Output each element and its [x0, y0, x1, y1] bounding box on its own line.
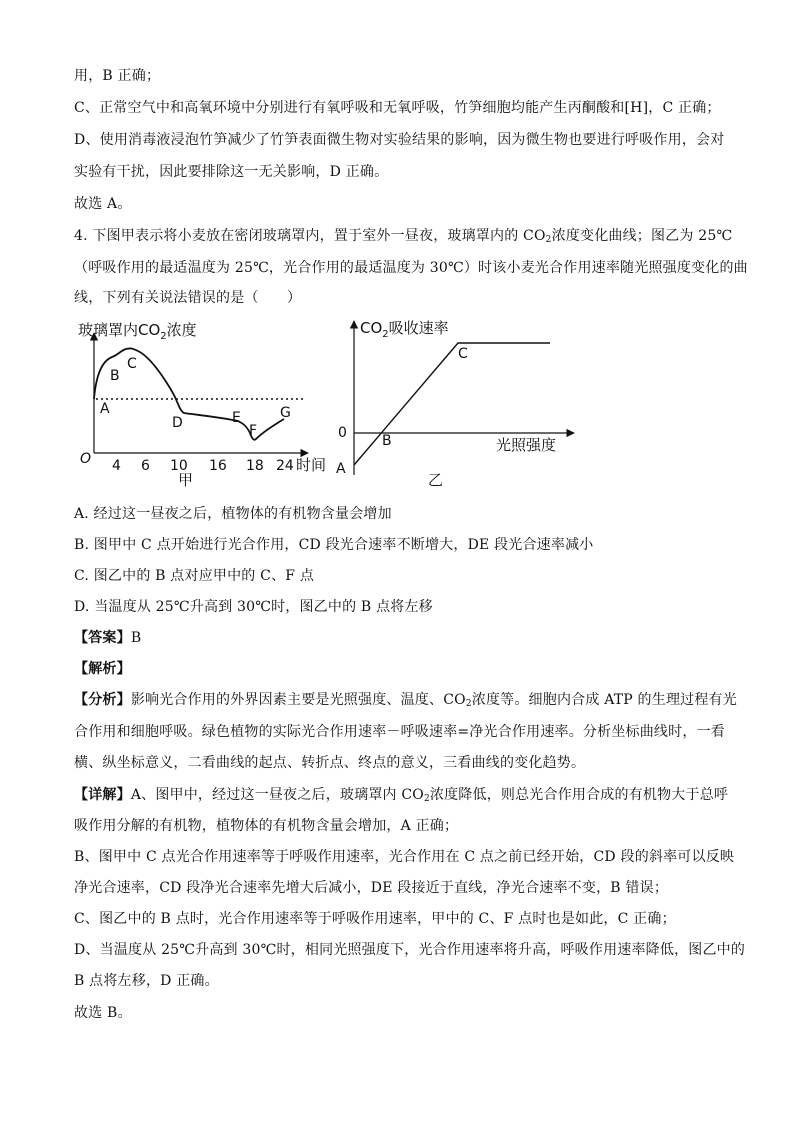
point-label-a: A — [336, 461, 346, 477]
detail-line: B 点将左移，D 正确。 — [74, 973, 219, 989]
text-line: C、正常空气中和高氧环境中分别进行有氧呼吸和无氧呼吸，竹笋细胞均能产生丙酮酸和[H]，C 正确； — [74, 100, 721, 116]
point-label-g: G — [280, 405, 291, 421]
answer-line: 【答案】B — [74, 630, 142, 646]
chart-yi — [336, 319, 574, 489]
x-tick: 4 — [112, 458, 121, 474]
point-label-e: E — [232, 410, 241, 426]
point-label-c: C — [127, 356, 137, 372]
point-label-c: C — [458, 346, 468, 362]
point-label-a: A — [100, 401, 110, 417]
detail-line: B、图甲中 C 点光合作用速率等于呼吸作用速率，光合作用在 C 点之前已经开始，CD 段的斜率可以反映 — [74, 849, 735, 865]
text-line: D、使用消毒液浸泡竹笋减少了竹笋表面微生物对实验结果的影响，因为微生物也要进行呼吸作用，会对 — [74, 132, 725, 148]
x-tick: 6 — [141, 458, 150, 474]
analysis-line: 【分析】影响光合作用的外界因素主要是光照强度、温度、$CO_2$浓度等。细胞内合成 ATP 的生理过程有光 — [74, 692, 737, 709]
analysis-heading: 【解析】 — [74, 661, 131, 677]
detail-line: C、图乙中的 B 点时，光合作用速率等于呼吸作用速率，甲中的 C、F 点时也是如此，C 正确； — [74, 911, 676, 927]
chart-jia — [78, 321, 326, 489]
option-b: B. 图甲中 C 点开始进行光合作用，CD 段光合速率不断增大，DE 段光合速率减小 — [74, 537, 594, 553]
detail-line: 吸作用分解的有机物，植物体的有机物含量会增加，A 正确； — [74, 818, 459, 834]
chart-caption: 甲 — [178, 471, 194, 489]
x-tick: 16 — [209, 458, 227, 474]
y-axis-label: 玻璃罩内$CO_2$浓度 — [78, 321, 197, 342]
analysis-line: 合作用和细胞呼吸。绿色植物的实际光合作用速率－呼吸速率=净光合作用速率。分析坐标曲线时，一看 — [74, 724, 725, 740]
point-label-b: B — [382, 433, 392, 449]
figure-graphs — [68, 315, 588, 495]
text-line: 实验有干扰，因此要排除这一无关影响，D 正确。 — [74, 164, 389, 180]
x-tick: 10 — [170, 458, 188, 474]
x-tick-labels — [112, 458, 294, 474]
question-line: 4. 下图甲表示将小麦放在密闭玻璃罩内，置于室外一昼夜，玻璃罩内的 $CO_2$浓度变化曲线；图乙为 25℃ — [74, 228, 733, 245]
x-tick: 18 — [246, 458, 264, 474]
option-c: C. 图乙中的 B 点对应甲中的 C、F 点 — [74, 568, 315, 584]
point-label-f: F — [249, 423, 258, 439]
x-axis-label: 时间 — [296, 456, 327, 474]
origin-label: O — [80, 451, 92, 467]
zero-label: 0 — [338, 425, 347, 441]
option-d: D. 当温度从 25℃升高到 30℃时，图乙中的 B 点将左移 — [74, 599, 433, 615]
detail-line: 净光合速率，CD 段净光合速率先增大后减小，DE 段接近于直线，净光合速率不变，B 错误； — [74, 880, 669, 896]
detail-line: 【详解】A、图甲中，经过这一昼夜之后，玻璃罩内 $CO_2$浓度降低，则总光合作用合成的有机物大于总呼 — [74, 787, 729, 804]
question-line: 线，下列有关说法错误的是（ ） — [74, 290, 302, 306]
text-line: 用，B 正确； — [74, 68, 161, 84]
text-line: 故选 A。 — [74, 196, 132, 212]
x-axis-label: 光照强度 — [496, 436, 557, 454]
x-tick: 24 — [276, 458, 294, 474]
point-label-b: B — [110, 368, 120, 384]
conclusion-line: 故选 B。 — [74, 1005, 132, 1021]
detail-line: D、当温度从 25℃升高到 30℃时，相同光照强度下，光合作用速率将升高，呼吸作用速率降低，图乙中的 — [74, 942, 746, 958]
point-label-d: D — [172, 415, 183, 431]
y-axis-label: $CO_2$吸收速率 — [360, 319, 449, 340]
chart-caption: 乙 — [428, 471, 444, 489]
option-a: A. 经过这一昼夜之后，植物体的有机物含量会增加 — [74, 506, 392, 522]
analysis-line: 横、纵坐标意义，二看曲线的起点、转折点、终点的意义，三看曲线的变化趋势。 — [74, 755, 586, 771]
question-line: （呼吸作用的最适温度为 25℃，光合作用的最适温度为 30℃）时该小麦光合作用速率随光照强度变化的曲 — [74, 260, 748, 276]
